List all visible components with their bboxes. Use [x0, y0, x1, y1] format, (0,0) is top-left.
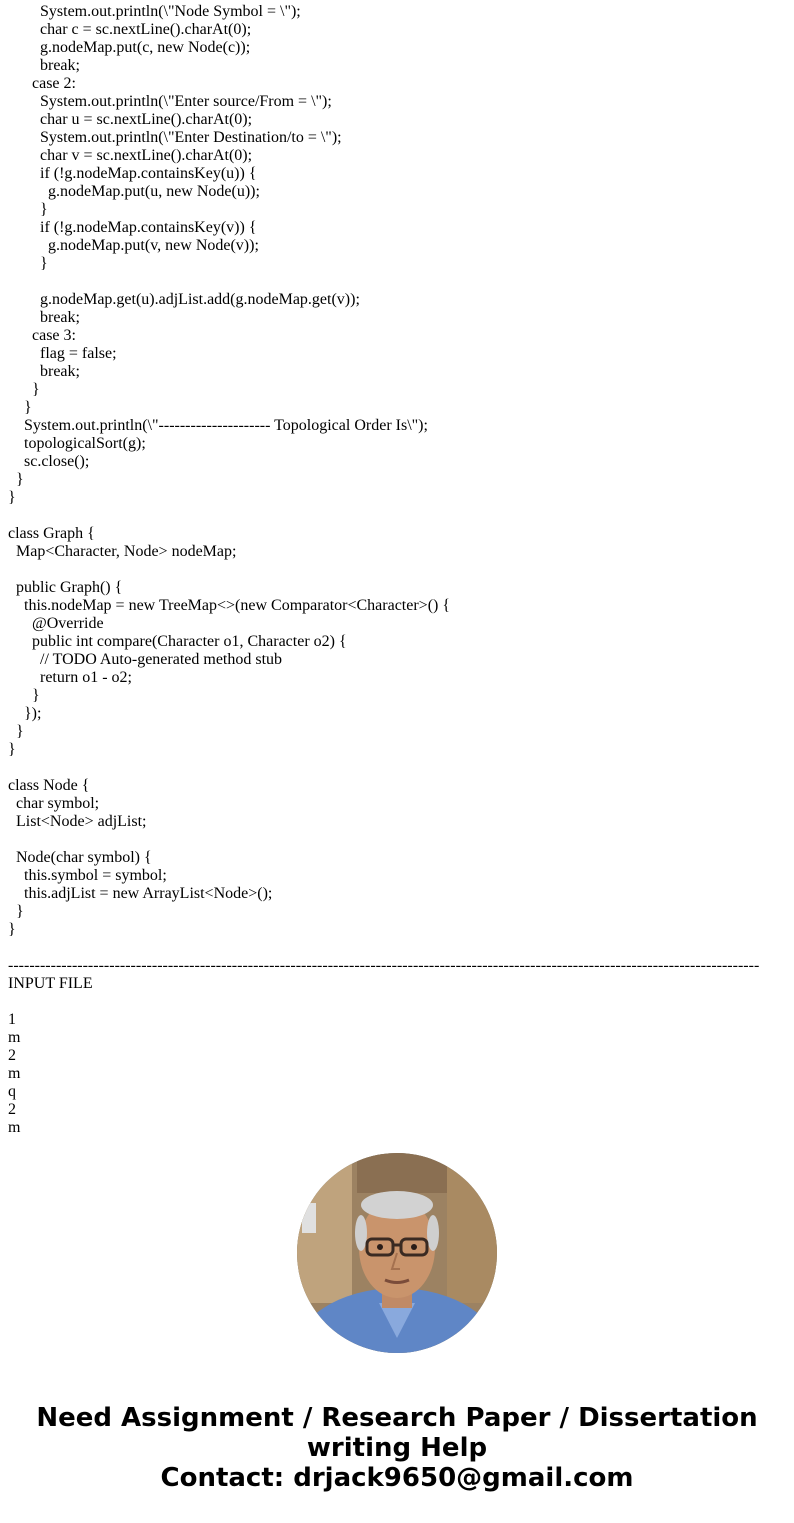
code-line: System.out.println(\"Node Symbol = \"); [8, 3, 301, 20]
code-line: break; [8, 309, 80, 326]
code-line: } [8, 399, 32, 416]
code-line: g.nodeMap.get(u).adjList.add(g.nodeMap.get(v)); [8, 291, 360, 308]
author-photo [297, 1153, 497, 1353]
input-file-separator: --------------------------------------------------------------------------------------------------------------------------------------------- INPUT FILE [8, 957, 760, 992]
code-line: sc.close(); [8, 453, 90, 470]
code-line: // TODO Auto-generated method stub [8, 651, 283, 668]
code-line: } [8, 381, 40, 398]
input-line [8, 993, 786, 1011]
code-line: break; [8, 57, 80, 74]
code-line [8, 939, 786, 957]
code-line: if (!g.nodeMap.containsKey(v)) { [8, 219, 257, 236]
code-line: public Graph() { [8, 579, 123, 596]
input-line: 2 [8, 1047, 16, 1064]
code-line: break; [8, 363, 80, 380]
promo-line-1: Need Assignment / Research Paper / Dissertation [36, 1403, 758, 1433]
input-line: m [8, 1029, 21, 1046]
code-listing [8, 3, 786, 1137]
code-line: } [8, 687, 40, 704]
code-line: this.symbol = symbol; [8, 867, 167, 884]
code-line: this.adjList = new ArrayList<Node>(); [8, 885, 273, 902]
code-line: topologicalSort(g); [8, 435, 146, 452]
code-line: class Node { [8, 777, 90, 794]
code-line [8, 831, 786, 849]
code-line: g.nodeMap.put(c, new Node(c)); [8, 39, 251, 56]
code-line: return o1 - o2; [8, 669, 132, 686]
code-block [8, 3, 786, 957]
code-line: List<Node> adjList; [8, 813, 147, 830]
code-line: g.nodeMap.put(v, new Node(v)); [8, 237, 259, 254]
code-line: char symbol; [8, 795, 100, 812]
code-line: } [8, 201, 48, 218]
code-line: char v = sc.nextLine().charAt(0); [8, 147, 253, 164]
code-line: } [8, 903, 24, 920]
code-line [8, 759, 786, 777]
code-line: public int compare(Character o1, Character o2) { [8, 633, 347, 650]
code-line: char c = sc.nextLine().charAt(0); [8, 21, 252, 38]
code-line [8, 273, 786, 291]
promo-banner [0, 1403, 794, 1493]
promo-line-2: writing Help [306, 1433, 488, 1463]
code-line: flag = false; [8, 345, 117, 362]
input-line: m [8, 1065, 21, 1082]
promo-contact: Contact: drjack9650@gmail.com [160, 1463, 634, 1493]
code-line: } [8, 741, 16, 758]
code-line: System.out.println(\"Enter source/From = \"); [8, 93, 332, 110]
code-line: } [8, 921, 16, 938]
code-line: if (!g.nodeMap.containsKey(u)) { [8, 165, 257, 182]
code-line [8, 561, 786, 579]
code-line: case 2: [8, 75, 76, 92]
code-line: case 3: [8, 327, 76, 344]
code-line: Node(char symbol) { [8, 849, 152, 866]
code-line: Map<Character, Node> nodeMap; [8, 543, 237, 560]
code-line: } [8, 255, 48, 272]
code-line: } [8, 471, 24, 488]
code-line: this.nodeMap = new TreeMap<>(new Comparator<Character>() { [8, 597, 451, 614]
input-file-block [8, 993, 786, 1137]
input-line: q [8, 1083, 16, 1100]
code-line: } [8, 489, 16, 506]
code-line: System.out.println(\"Enter Destination/to = \"); [8, 129, 342, 146]
code-line: System.out.println(\"--------------------- Topological Order Is\"); [8, 417, 428, 434]
input-line: 1 [8, 1011, 16, 1028]
code-line: } [8, 723, 24, 740]
portrait-image [297, 1153, 497, 1353]
input-line: m [8, 1119, 21, 1136]
code-line: char u = sc.nextLine().charAt(0); [8, 111, 253, 128]
code-line: }); [8, 705, 42, 722]
input-line: 2 [8, 1101, 16, 1118]
code-line [8, 507, 786, 525]
code-line: class Graph { [8, 525, 95, 542]
code-line: g.nodeMap.put(u, new Node(u)); [8, 183, 260, 200]
code-line: @Override [8, 615, 104, 632]
